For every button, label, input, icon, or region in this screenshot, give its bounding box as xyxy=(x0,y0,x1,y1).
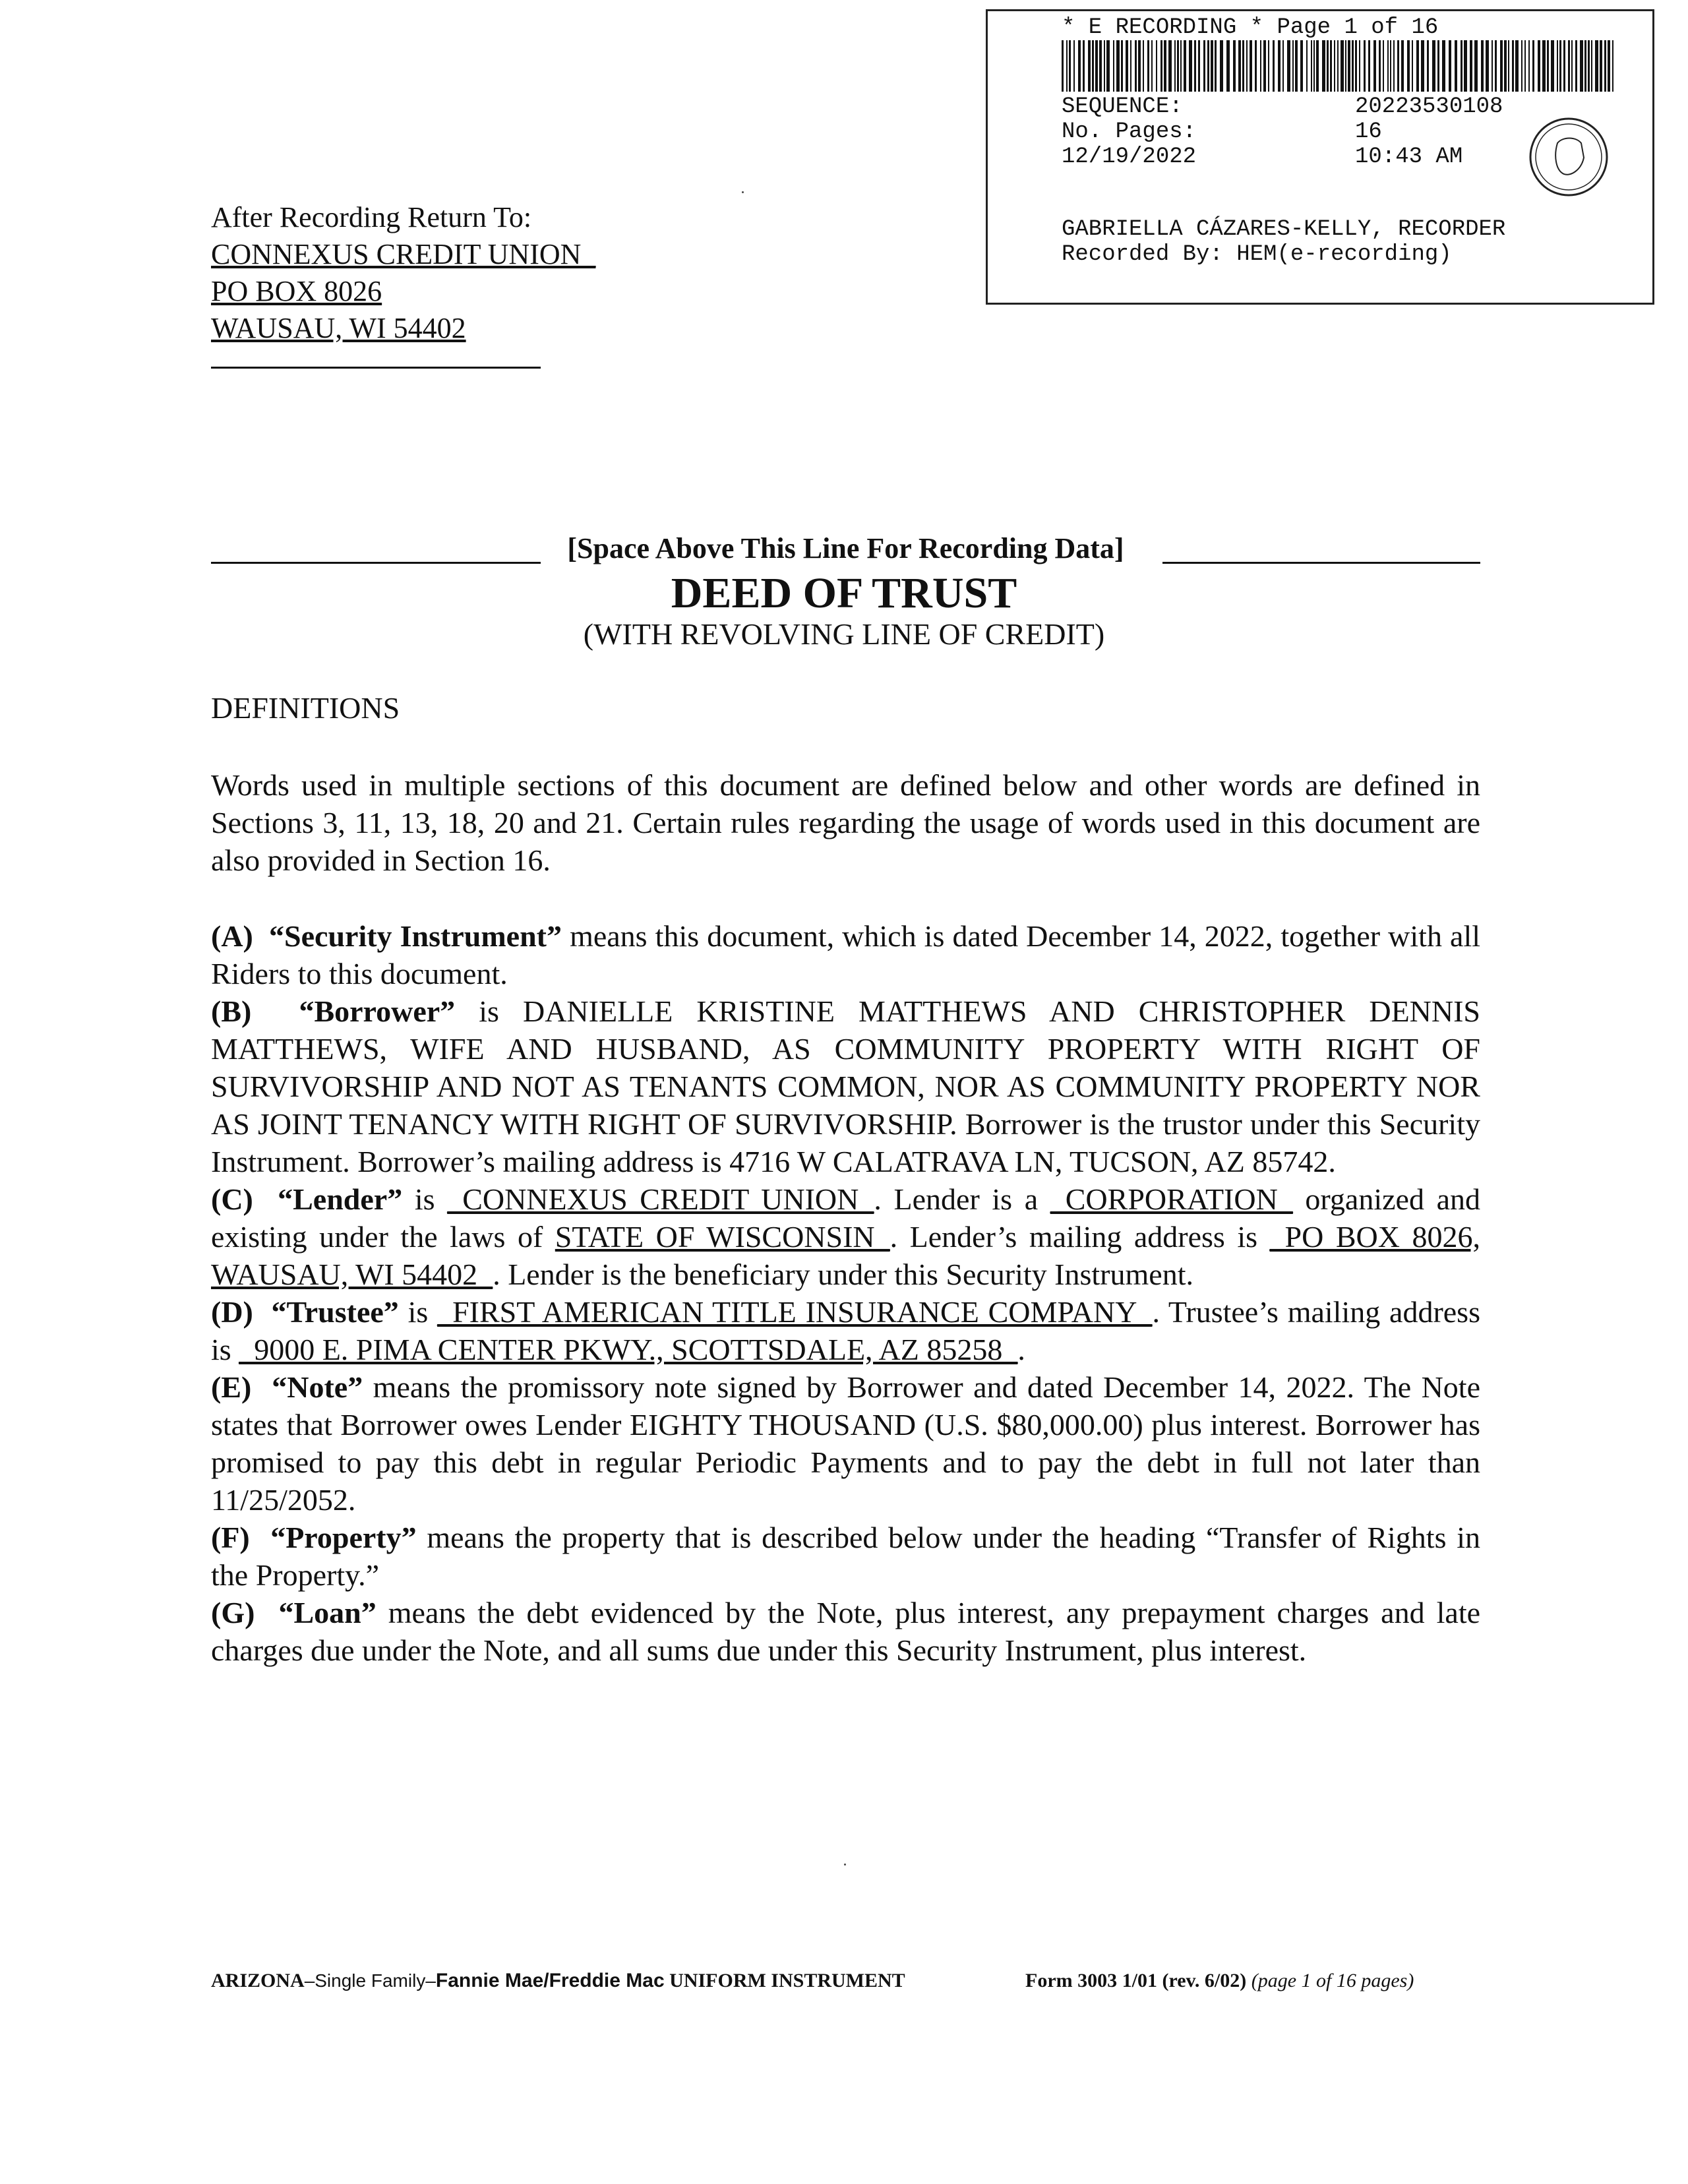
barcode-bar xyxy=(1226,40,1230,92)
barcode-bar xyxy=(1397,40,1399,92)
barcode-bar xyxy=(1608,40,1610,92)
definition-c-text-5: . Lender is the beneficiary under this Security Instrument. xyxy=(493,1258,1193,1291)
barcode-bar xyxy=(1088,40,1091,92)
barcode-bar xyxy=(1461,40,1462,92)
barcode-bar xyxy=(1215,40,1217,92)
barcode-bar xyxy=(1263,40,1266,92)
barcode-bar xyxy=(1078,40,1081,92)
definition-f-term: “Property” xyxy=(270,1521,417,1554)
barcode-bar xyxy=(1387,40,1389,92)
sequence-label: SEQUENCE: xyxy=(1062,94,1183,119)
barcode-bar xyxy=(1575,40,1577,92)
barcode-bar xyxy=(1449,40,1451,92)
trustee-address: _9000 E. PIMA CENTER PKWY., SCOTTSDALE, AZ 85258_ xyxy=(239,1333,1018,1366)
barcode-bar xyxy=(1083,40,1085,92)
barcode-bar xyxy=(1337,40,1339,92)
barcode-bar xyxy=(1528,40,1530,92)
divider-line-left xyxy=(211,562,541,564)
barcode-bar xyxy=(1322,40,1325,92)
barcode-bar xyxy=(1116,40,1120,92)
barcode-bar xyxy=(1106,40,1110,92)
barcode-bar xyxy=(1313,40,1315,92)
barcode-bar xyxy=(1352,40,1354,92)
definition-c-letter: (C) xyxy=(211,1182,253,1216)
barcode-bar xyxy=(1401,40,1404,92)
barcode-bar xyxy=(1393,40,1395,92)
definition-a-text: means this document, which is dated December 14, 2022, together with all Riders to this document. xyxy=(211,919,1481,990)
barcode-bar xyxy=(1143,40,1144,92)
barcode-bar xyxy=(1532,40,1534,92)
pages-value: 16 xyxy=(1355,119,1382,144)
definition-b-text: is DANIELLE KRISTINE MATTHEWS AND CHRISTOPHER DENNIS MATTHEWS, WIFE AND HUSBAND, AS COMMUNITY PROPERTY WITH RIGHT OF SURVIVORSHIP AND NOT AS TENANTS COMMON, NOR AS COMMUNITY PROPERTY NOR AS JOINT TENANCY WITH RIGHT OF SURVIVORSHIP. Borrower is the trustor under this Security Instrument. Borrower’s mailing address is 4716 W CALATRAVA LN, TUCSON, AZ 85742. xyxy=(211,994,1481,1178)
document-subtitle: (WITH REVOLVING LINE OF CREDIT) xyxy=(583,617,1105,651)
barcode-bar xyxy=(1147,40,1149,92)
barcode-bar xyxy=(1504,40,1507,92)
barcode-bar xyxy=(1292,40,1294,92)
definition-g-letter: (G) xyxy=(211,1596,255,1629)
barcode-bar xyxy=(1073,40,1075,92)
recording-header: * E RECORDING * Page 1 of 16 xyxy=(1062,15,1439,40)
barcode-bar xyxy=(1177,40,1179,92)
definition-d-text-2: . Trustee’s mailing address is xyxy=(211,1295,1480,1366)
barcode-bar xyxy=(1126,40,1128,92)
barcode-bar xyxy=(1427,40,1429,92)
definitions-body xyxy=(211,766,1480,1669)
barcode-bar xyxy=(1442,40,1445,92)
definition-e-text: means the promissory note signed by Borrower and dated December 14, 2022. The Note states that Borrower owes Lender EIGHTY THOUSAND (U.S. $80,000.00) plus interest. Borrower has promised to pay this debt in regular Periodic Payments and to pay the debt in full not later than 11/25/2052. xyxy=(211,1370,1481,1517)
barcode-bar xyxy=(1184,40,1186,92)
barcode-bar xyxy=(1359,40,1360,92)
barcode-bar xyxy=(1348,40,1350,92)
barcode-bar xyxy=(1547,40,1549,92)
barcode-bar xyxy=(1421,40,1424,92)
barcode-bar xyxy=(1515,40,1519,92)
footer-state: ARIZONA xyxy=(211,1970,305,1991)
definition-a-letter: (A) xyxy=(211,919,253,953)
scan-speck xyxy=(844,1864,846,1866)
datetime-row xyxy=(1062,144,1463,169)
barcode-bar xyxy=(1203,40,1205,92)
barcode-bar xyxy=(1412,40,1413,92)
barcode-bar xyxy=(1416,40,1419,92)
pages-row xyxy=(1062,119,1382,144)
barcode-bar xyxy=(1470,40,1472,92)
barcode-bar xyxy=(1542,40,1546,92)
definition-d-text-1: is xyxy=(398,1295,438,1329)
barcode-bar xyxy=(1121,40,1123,92)
barcode-bar xyxy=(1591,40,1592,92)
recording-date: 12/19/2022 xyxy=(1062,144,1197,169)
definition-d-term: “Trustee” xyxy=(271,1295,399,1329)
barcode-bar xyxy=(1207,40,1209,92)
barcode-bar xyxy=(1069,40,1071,92)
barcode-bar xyxy=(1474,40,1478,92)
barcode-bar xyxy=(1600,40,1602,92)
barcode-bar xyxy=(1255,40,1257,92)
barcode-bar xyxy=(1584,40,1586,92)
definition-a xyxy=(211,917,1480,992)
intro-paragraph: Words used in multiple sections of this document are defined below and other words are defined in Sections 3, 11, 13, 18, 20 and 21. Certain rules regarding the usage of words used in this document are also provided in Section 16. xyxy=(211,768,1480,877)
barcode-bar xyxy=(1588,40,1590,92)
barcode-bar xyxy=(1113,40,1114,92)
definition-d xyxy=(211,1293,1480,1368)
definition-e-letter: (E) xyxy=(211,1370,252,1404)
footer-right xyxy=(1025,1968,1414,1994)
return-to-line-2: PO BOX 8026 xyxy=(211,275,382,307)
recorded-by: Recorded By: HEM(e-recording) xyxy=(1062,242,1452,267)
trustee-name: _FIRST AMERICAN TITLE INSURANCE COMPANY_ xyxy=(437,1295,1153,1329)
definition-e-term: “Note” xyxy=(272,1370,363,1404)
barcode-bar xyxy=(1238,40,1241,92)
return-to-line-1: CONNEXUS CREDIT UNION_ xyxy=(211,238,596,270)
barcode-bar xyxy=(1368,40,1370,92)
pages-label: No. Pages: xyxy=(1062,119,1197,144)
footer-single-family: –Single Family– xyxy=(304,1970,436,1991)
barcode-bar xyxy=(1104,40,1105,92)
definition-g-term: “Loan” xyxy=(278,1596,377,1629)
barcode-bar xyxy=(1486,40,1489,92)
barcode-bar xyxy=(1189,40,1192,92)
barcode-bar xyxy=(1390,40,1391,92)
barcode-bar xyxy=(1330,40,1332,92)
barcode-bar xyxy=(1242,40,1244,92)
barcode-bar xyxy=(1341,40,1344,92)
barcode-bar xyxy=(1095,40,1098,92)
barcode-bar xyxy=(1311,40,1312,92)
barcode-bar xyxy=(1168,40,1172,92)
barcode-bar xyxy=(1156,40,1157,92)
definition-f xyxy=(211,1519,1480,1594)
barcode-bar xyxy=(1138,40,1141,92)
barcode-bar xyxy=(1306,40,1308,92)
return-to-line-3: WAUSAU, WI 54402 xyxy=(211,312,466,344)
barcode-bar xyxy=(1194,40,1196,92)
barcode-bar xyxy=(1099,40,1102,92)
barcode-bar xyxy=(1062,40,1064,92)
lender-name: _CONNEXUS CREDIT UNION_ xyxy=(447,1182,874,1216)
barcode-bar xyxy=(1500,40,1503,92)
barcode-bar xyxy=(1580,40,1583,92)
definition-a-term: “Security Instrument” xyxy=(269,919,562,953)
barcode-bar xyxy=(1557,40,1558,92)
barcode-bar xyxy=(1495,40,1497,92)
barcode-bar xyxy=(1160,40,1162,92)
barcode xyxy=(1062,40,1615,92)
lender-type: _CORPORATION_ xyxy=(1050,1182,1293,1216)
divider-line-right xyxy=(1162,562,1480,564)
barcode-bar xyxy=(1260,40,1261,92)
barcode-bar xyxy=(1379,40,1381,92)
definition-c-text-1: is xyxy=(402,1182,448,1216)
barcode-bar xyxy=(1273,40,1275,92)
barcode-bar xyxy=(1282,40,1284,92)
document-title: DEED OF TRUST xyxy=(671,569,1017,617)
barcode-bar xyxy=(1316,40,1319,92)
definition-f-letter: (F) xyxy=(211,1521,250,1554)
recording-time: 10:43 AM xyxy=(1355,144,1463,169)
definition-c-term: “Lender” xyxy=(278,1182,403,1216)
definition-c-text-4: . Lender’s mailing address is xyxy=(889,1220,1270,1254)
barcode-bar xyxy=(1492,40,1493,92)
definition-d-letter: (D) xyxy=(211,1295,253,1329)
barcode-bar xyxy=(1383,40,1384,92)
sequence-value: 20223530108 xyxy=(1355,94,1503,119)
recorder-name: GABRIELLA CÁZARES-KELLY, RECORDER xyxy=(1062,217,1506,242)
return-to-block xyxy=(211,199,595,347)
barcode-bar xyxy=(1612,40,1613,92)
definition-g xyxy=(211,1594,1480,1669)
recording-stamp-box xyxy=(986,9,1654,305)
footer-form-number: Form 3003 1/01 (rev. 6/02) xyxy=(1025,1970,1247,1991)
definition-c-text-2: . Lender is a xyxy=(874,1182,1050,1216)
definition-f-text: means the property that is described below under the heading “Transfer of Rights in the Property.” xyxy=(211,1521,1480,1592)
barcode-bar xyxy=(1164,40,1166,92)
barcode-bar xyxy=(1174,40,1176,92)
barcode-bar xyxy=(1455,40,1457,92)
barcode-bar xyxy=(1551,40,1554,92)
barcode-bar xyxy=(1595,40,1598,92)
definition-b-term: “Borrower” xyxy=(299,994,456,1028)
barcode-bar xyxy=(1327,40,1329,92)
barcode-bar xyxy=(1432,40,1435,92)
definition-b xyxy=(211,992,1480,1180)
definition-g-text: means the debt evidenced by the Note, plus interest, any prepayment charges and late charges due under the Note, and all sums due under this Security Instrument, plus interest. xyxy=(211,1596,1481,1667)
barcode-bar xyxy=(1233,40,1236,92)
county-recorder-seal-icon xyxy=(1528,117,1609,197)
definition-d-text-3: . xyxy=(1017,1333,1025,1366)
barcode-bar xyxy=(1563,40,1565,92)
barcode-bar xyxy=(1559,40,1561,92)
definition-c xyxy=(211,1180,1480,1293)
barcode-bar xyxy=(1481,40,1484,92)
barcode-bar xyxy=(1345,40,1346,92)
barcode-bar xyxy=(1568,40,1570,92)
barcode-bar xyxy=(1130,40,1131,92)
barcode-bar xyxy=(1364,40,1366,92)
footer-uniform-instrument: UNIFORM INSTRUMENT xyxy=(664,1970,905,1991)
definition-c-text-3: organized and existing under the laws of xyxy=(211,1182,1480,1254)
barcode-bar xyxy=(1407,40,1410,92)
barcode-bar xyxy=(1198,40,1200,92)
definition-e xyxy=(211,1368,1480,1519)
barcode-bar xyxy=(1268,40,1269,92)
barcode-bar xyxy=(1300,40,1303,92)
barcode-bar xyxy=(1278,40,1281,92)
barcode-bar xyxy=(1092,40,1094,92)
definitions-heading: DEFINITIONS xyxy=(211,691,400,725)
barcode-bar xyxy=(1334,40,1335,92)
barcode-bar xyxy=(1066,40,1068,92)
footer-left xyxy=(211,1968,905,1994)
barcode-bar xyxy=(1512,40,1514,92)
barcode-bar xyxy=(1211,40,1213,92)
return-blank-line xyxy=(211,367,541,369)
space-above-text: [Space Above This Line For Recording Data] xyxy=(567,532,1124,564)
barcode-bar xyxy=(1287,40,1290,92)
barcode-bar xyxy=(1437,40,1439,92)
barcode-bar xyxy=(1571,40,1573,92)
barcode-bar xyxy=(1524,40,1526,92)
scan-speck xyxy=(742,191,744,193)
return-to-label: After Recording Return To: xyxy=(211,201,532,233)
sequence-row xyxy=(1062,94,1503,119)
footer-fannie-freddie: Fannie Mae/Freddie Mac xyxy=(435,1970,665,1991)
barcode-bar xyxy=(1464,40,1467,92)
barcode-bar xyxy=(1355,40,1357,92)
barcode-bar xyxy=(1508,40,1509,92)
lender-state: STATE OF WISCONSIN_ xyxy=(555,1220,890,1254)
barcode-bar xyxy=(1180,40,1182,92)
barcode-bar xyxy=(1604,40,1606,92)
barcode-bar xyxy=(1538,40,1540,92)
barcode-bar xyxy=(1135,40,1137,92)
barcode-bar xyxy=(1220,40,1223,92)
barcode-bar xyxy=(1295,40,1298,92)
footer-page-number: (page 1 of 16 pages) xyxy=(1251,1970,1414,1991)
barcode-bar xyxy=(1151,40,1153,92)
barcode-bar xyxy=(1373,40,1376,92)
barcode-bar xyxy=(1521,40,1522,92)
barcode-bar xyxy=(1250,40,1252,92)
barcode-bar xyxy=(1246,40,1248,92)
recording-space-divider xyxy=(211,530,1480,570)
definition-b-letter: (B) xyxy=(211,994,252,1028)
lender-address: _PO BOX 8026, WAUSAU, WI 54402_ xyxy=(211,1220,1480,1291)
